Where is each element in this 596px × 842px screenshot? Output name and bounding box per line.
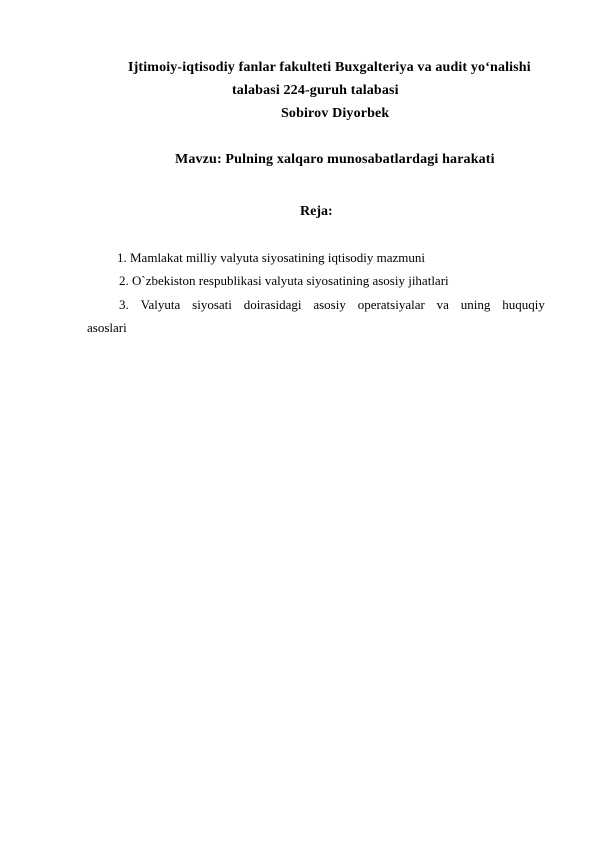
plan-item-3-word: doirasidagi	[243, 297, 302, 312]
plan-item-2: 2. O`zbekiston respublikasi valyuta siyosatining asosiy jihatlari	[119, 273, 449, 288]
plan-item-3-continuation: asoslari	[87, 320, 127, 335]
plan-item-3-word: asosiy	[313, 297, 346, 312]
plan-item-3-word: Valyuta	[140, 297, 181, 312]
plan-item-3-word: uning	[460, 297, 491, 312]
plan-item-3-word: va	[436, 297, 449, 312]
plan-item-3-word: operatsiyalar	[357, 297, 425, 312]
plan-item-3-word: 3.	[119, 297, 129, 312]
faculty-header-line: Ijtimoiy-iqtisodiy fanlar fakulteti Buxgalteriya va audit yo‘nalishi	[128, 60, 531, 75]
plan-item-3	[119, 298, 545, 311]
plan-heading: Reja:	[300, 204, 333, 219]
plan-item-1: 1. Mamlakat milliy valyuta siyosatining iqtisodiy mazmuni	[117, 250, 425, 265]
group-header-line: talabasi 224-guruh talabasi	[232, 83, 399, 98]
author-name: Sobirov Diyorbek	[281, 106, 390, 121]
plan-item-3-word: huquqiy	[502, 297, 545, 312]
topic-title: Mavzu: Pulning xalqaro munosabatlardagi harakati	[175, 152, 495, 167]
plan-item-3-word: siyosati	[192, 297, 232, 312]
